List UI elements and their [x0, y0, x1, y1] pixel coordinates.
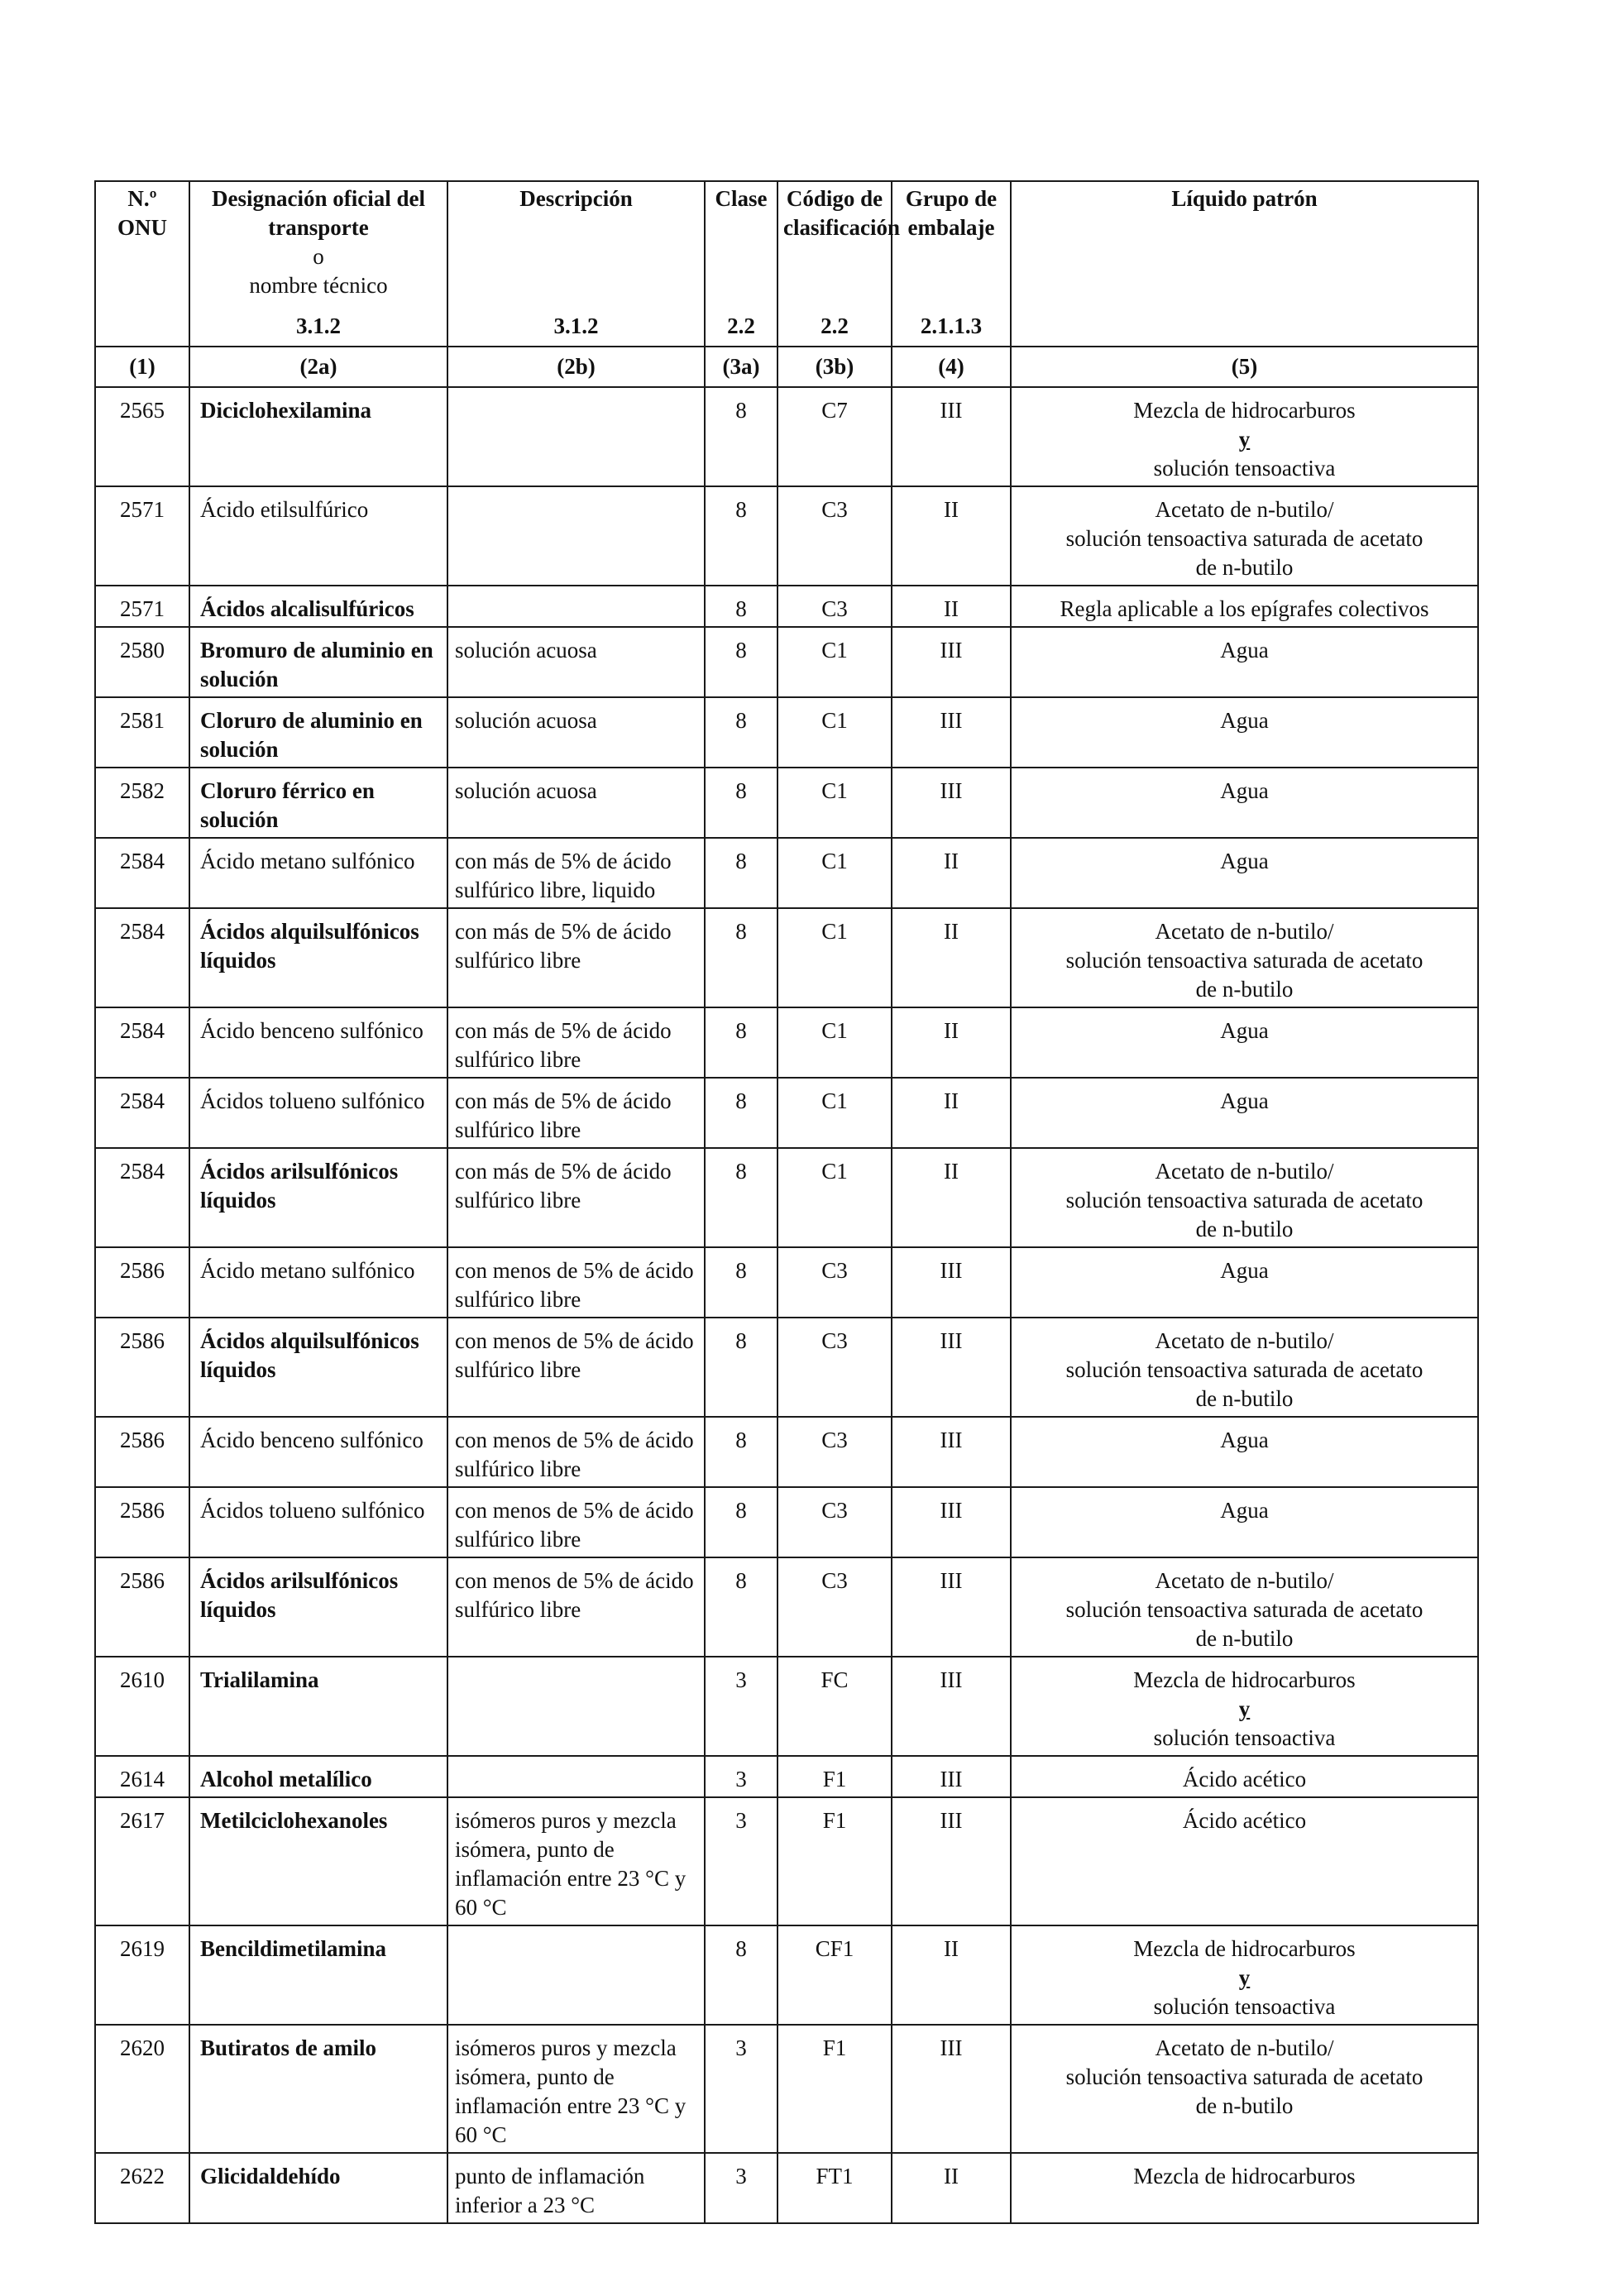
class-cell: 8	[705, 1487, 778, 1557]
table-row	[95, 586, 1478, 627]
description-cell: solución acuosa	[447, 697, 705, 768]
standard-liquid-cell	[1011, 1247, 1478, 1318]
description-cell: con menos de 5% de ácido sulfúrico libre	[447, 1487, 705, 1557]
standard-liquid-cell	[1011, 387, 1478, 486]
classification-code-cell: C3	[778, 1557, 892, 1657]
liquid-line: de n-butilo	[1195, 555, 1294, 580]
designation-cell: Bencildimetilamina	[189, 1925, 447, 2025]
table-row	[95, 838, 1478, 908]
standard-liquid-cell	[1011, 768, 1478, 838]
designation-cell: Trialilamina	[189, 1657, 447, 1756]
table-row	[95, 1417, 1478, 1487]
packing-group-cell: II	[892, 2153, 1011, 2223]
un-number-cell: 2580	[95, 627, 189, 697]
designation-cell: Metilciclohexanoles	[189, 1797, 447, 1925]
standard-liquid-cell	[1011, 2153, 1478, 2223]
packing-group-cell: III	[892, 2025, 1011, 2153]
un-number-cell: 2614	[95, 1756, 189, 1797]
designation-cell: Cloruro de aluminio en solución	[189, 697, 447, 768]
liquid-line: Mezcla de hidrocarburos	[1133, 2164, 1356, 2188]
designation-cell: Ácidos tolueno sulfónico	[189, 1078, 447, 1148]
standard-liquid-cell	[1011, 838, 1478, 908]
table-row	[95, 2153, 1478, 2223]
designation-cell: Butiratos de amilo	[189, 2025, 447, 2153]
un-number-cell: 2571	[95, 586, 189, 627]
designation-cell: Ácido benceno sulfónico	[189, 1417, 447, 1487]
description-cell: con menos de 5% de ácido sulfúrico libre	[447, 1318, 705, 1417]
description-cell: con menos de 5% de ácido sulfúrico libre	[447, 1247, 705, 1318]
table-row	[95, 1657, 1478, 1756]
standard-liquid-cell	[1011, 908, 1478, 1007]
liquid-line: solución tensoactiva saturada de acetato	[1065, 1357, 1423, 1382]
liquid-conjunction: y	[1238, 1696, 1251, 1721]
liquid-line: de n-butilo	[1195, 1626, 1294, 1651]
table-row	[95, 1797, 1478, 1925]
classification-code-cell: FC	[778, 1657, 892, 1756]
class-cell: 8	[705, 1007, 778, 1078]
liquid-line: Ácido acético	[1182, 1767, 1307, 1791]
header-grupo-ref: 2.1.1.3	[920, 313, 983, 338]
classification-code-cell: C3	[778, 486, 892, 586]
packing-group-cell: III	[892, 1657, 1011, 1756]
classification-code-cell: FT1	[778, 2153, 892, 2223]
liquid-line: Agua	[1220, 1018, 1269, 1043]
table-row	[95, 486, 1478, 586]
standard-liquid-cell	[1011, 1925, 1478, 2025]
liquid-line: Agua	[1220, 778, 1269, 803]
liquid-line: Acetato de n-butilo/	[1155, 497, 1334, 522]
table-row	[95, 1756, 1478, 1797]
standard-liquid-cell	[1011, 627, 1478, 697]
liquid-line: Agua	[1220, 1088, 1269, 1113]
class-cell: 8	[705, 1148, 778, 1247]
class-cell: 8	[705, 1318, 778, 1417]
standard-liquid-cell	[1011, 1797, 1478, 1925]
classification-code-cell: C3	[778, 586, 892, 627]
designation-cell: Ácido etilsulfúrico	[189, 486, 447, 586]
column-number: (3a)	[705, 347, 778, 387]
table-row	[95, 1487, 1478, 1557]
designation-cell: Ácidos arilsulfónicos líquidos	[189, 1148, 447, 1247]
un-number-cell: 2586	[95, 1318, 189, 1417]
un-number-cell: 2565	[95, 387, 189, 486]
liquid-line: solución tensoactiva	[1153, 456, 1336, 481]
description-cell: isómeros puros y mezcla isómera, punto de inflamación entre 23 °C y 60 °C	[447, 1797, 705, 1925]
description-cell: con más de 5% de ácido sulfúrico libre	[447, 908, 705, 1007]
table-row	[95, 768, 1478, 838]
table-row	[95, 2025, 1478, 2153]
designation-cell: Glicidaldehído	[189, 2153, 447, 2223]
column-number: (3b)	[778, 347, 892, 387]
un-number-cell: 2584	[95, 838, 189, 908]
un-number-cell: 2584	[95, 1007, 189, 1078]
class-cell: 3	[705, 2153, 778, 2223]
packing-group-cell: II	[892, 908, 1011, 1007]
designation-cell: Cloruro férrico en solución	[189, 768, 447, 838]
un-number-cell: 2617	[95, 1797, 189, 1925]
standard-liquid-cell	[1011, 2025, 1478, 2153]
packing-group-cell: III	[892, 1417, 1011, 1487]
designation-cell: Ácidos arilsulfónicos líquidos	[189, 1557, 447, 1657]
liquid-line: Agua	[1220, 849, 1269, 873]
packing-group-cell: II	[892, 838, 1011, 908]
liquid-line: Mezcla de hidrocarburos	[1133, 1936, 1356, 1961]
table-row	[95, 908, 1478, 1007]
standard-liquid-cell	[1011, 1756, 1478, 1797]
un-number-cell: 2582	[95, 768, 189, 838]
liquid-line: Agua	[1220, 1428, 1269, 1452]
description-cell	[447, 486, 705, 586]
table-row	[95, 1247, 1478, 1318]
description-cell	[447, 1925, 705, 2025]
description-cell: con menos de 5% de ácido sulfúrico libre	[447, 1417, 705, 1487]
designation-cell: Ácido benceno sulfónico	[189, 1007, 447, 1078]
designation-cell: Ácido metano sulfónico	[189, 838, 447, 908]
un-number-cell: 2610	[95, 1657, 189, 1756]
liquid-line: solución tensoactiva	[1153, 1994, 1336, 2019]
classification-code-cell: C3	[778, 1417, 892, 1487]
class-cell: 8	[705, 586, 778, 627]
liquid-line: Mezcla de hidrocarburos	[1133, 398, 1356, 423]
un-number-cell: 2584	[95, 1078, 189, 1148]
liquid-line: Mezcla de hidrocarburos	[1133, 1667, 1356, 1692]
designation-cell: Ácido metano sulfónico	[189, 1247, 447, 1318]
liquid-line: Ácido acético	[1182, 1808, 1307, 1833]
packing-group-cell: III	[892, 387, 1011, 486]
packing-group-cell: III	[892, 1487, 1011, 1557]
standard-liquid-cell	[1011, 486, 1478, 586]
header-grupo: Grupo de embalaje 2.1.1.3	[892, 181, 1011, 347]
liquid-conjunction: y	[1238, 1965, 1251, 1990]
standard-liquid-cell	[1011, 1148, 1478, 1247]
liquid-line: de n-butilo	[1195, 1386, 1294, 1411]
standard-liquid-cell	[1011, 1487, 1478, 1557]
packing-group-cell: III	[892, 1756, 1011, 1797]
class-cell: 3	[705, 2025, 778, 2153]
header-liquido: Líquido patrón	[1011, 181, 1478, 347]
class-cell: 8	[705, 627, 778, 697]
table-row	[95, 1318, 1478, 1417]
header-codigo: Código de clasificación 2.2	[778, 181, 892, 347]
description-cell	[447, 1657, 705, 1756]
header-onu: N.º ONU	[95, 181, 189, 347]
packing-group-cell: III	[892, 1318, 1011, 1417]
table-row	[95, 1007, 1478, 1078]
description-cell: con menos de 5% de ácido sulfúrico libre	[447, 1557, 705, 1657]
un-number-cell: 2584	[95, 908, 189, 1007]
class-cell: 8	[705, 768, 778, 838]
header-clase-ref: 2.2	[727, 313, 755, 338]
classification-code-cell: F1	[778, 1756, 892, 1797]
packing-group-cell: II	[892, 1007, 1011, 1078]
table-row	[95, 1557, 1478, 1657]
substances-table	[94, 180, 1479, 2224]
un-number-cell: 2622	[95, 2153, 189, 2223]
column-number: (2a)	[189, 347, 447, 387]
liquid-line: Acetato de n-butilo/	[1155, 1568, 1334, 1593]
class-cell: 8	[705, 387, 778, 486]
classification-code-cell: CF1	[778, 1925, 892, 2025]
table-row	[95, 387, 1478, 486]
table-row	[95, 1925, 1478, 2025]
classification-code-cell: C1	[778, 1007, 892, 1078]
packing-group-cell: III	[892, 697, 1011, 768]
classification-code-cell: C3	[778, 1487, 892, 1557]
liquid-conjunction: y	[1238, 427, 1251, 452]
classification-code-cell: C1	[778, 1148, 892, 1247]
liquid-line: Agua	[1220, 1498, 1269, 1523]
column-number-row	[95, 347, 1478, 387]
liquid-line: Acetato de n-butilo/	[1155, 2035, 1334, 2060]
table-row	[95, 697, 1478, 768]
standard-liquid-cell	[1011, 1657, 1478, 1756]
table-body	[95, 387, 1478, 2223]
packing-group-cell: III	[892, 627, 1011, 697]
classification-code-cell: F1	[778, 2025, 892, 2153]
packing-group-cell: II	[892, 486, 1011, 586]
packing-group-cell: II	[892, 586, 1011, 627]
packing-group-cell: III	[892, 1797, 1011, 1925]
header-codigo-ref: 2.2	[821, 313, 849, 338]
class-cell: 8	[705, 1557, 778, 1657]
standard-liquid-cell	[1011, 1007, 1478, 1078]
standard-liquid-cell	[1011, 1417, 1478, 1487]
class-cell: 8	[705, 838, 778, 908]
standard-liquid-cell	[1011, 1318, 1478, 1417]
table-row	[95, 1078, 1478, 1148]
class-cell: 8	[705, 1078, 778, 1148]
un-number-cell: 2620	[95, 2025, 189, 2153]
liquid-line: Acetato de n-butilo/	[1155, 919, 1334, 944]
classification-code-cell: F1	[778, 1797, 892, 1925]
packing-group-cell: III	[892, 1557, 1011, 1657]
class-cell: 8	[705, 486, 778, 586]
class-cell: 8	[705, 1247, 778, 1318]
un-number-cell: 2581	[95, 697, 189, 768]
designation-cell: Ácidos alquilsulfónicos líquidos	[189, 908, 447, 1007]
classification-code-cell: C3	[778, 1247, 892, 1318]
un-number-cell: 2586	[95, 1417, 189, 1487]
column-number: (5)	[1011, 347, 1478, 387]
header-clase: Clase 2.2	[705, 181, 778, 347]
description-cell: con más de 5% de ácido sulfúrico libre	[447, 1148, 705, 1247]
description-cell: punto de inflamación inferior a 23 °C	[447, 2153, 705, 2223]
designation-cell: Ácidos alquilsulfónicos líquidos	[189, 1318, 447, 1417]
class-cell: 3	[705, 1657, 778, 1756]
classification-code-cell: C3	[778, 1318, 892, 1417]
description-cell: con más de 5% de ácido sulfúrico libre, liquido	[447, 838, 705, 908]
standard-liquid-cell	[1011, 1078, 1478, 1148]
classification-code-cell: C1	[778, 908, 892, 1007]
liquid-line: Acetato de n-butilo/	[1155, 1328, 1334, 1353]
classification-code-cell: C7	[778, 387, 892, 486]
un-number-cell: 2586	[95, 1557, 189, 1657]
standard-liquid-cell	[1011, 697, 1478, 768]
description-cell	[447, 586, 705, 627]
un-number-cell: 2619	[95, 1925, 189, 2025]
header-desc-ref: 3.1.2	[553, 313, 599, 338]
header-desc: Descripción 3.1.2	[447, 181, 705, 347]
description-cell: con más de 5% de ácido sulfúrico libre	[447, 1078, 705, 1148]
description-cell	[447, 1756, 705, 1797]
liquid-line: Agua	[1220, 708, 1269, 733]
table-row	[95, 1148, 1478, 1247]
liquid-line: solución tensoactiva saturada de acetato	[1065, 948, 1423, 973]
un-number-cell: 2584	[95, 1148, 189, 1247]
class-cell: 3	[705, 1756, 778, 1797]
description-cell: solución acuosa	[447, 768, 705, 838]
un-number-cell: 2586	[95, 1487, 189, 1557]
header-name-ref: 3.1.2	[296, 313, 341, 338]
liquid-line: Acetato de n-butilo/	[1155, 1159, 1334, 1184]
classification-code-cell: C1	[778, 697, 892, 768]
un-number-cell: 2571	[95, 486, 189, 586]
designation-cell: Alcohol metalílico	[189, 1756, 447, 1797]
liquid-line: Agua	[1220, 638, 1269, 662]
liquid-line: solución tensoactiva saturada de acetato	[1065, 526, 1423, 551]
liquid-line: solución tensoactiva saturada de acetato	[1065, 1188, 1423, 1213]
designation-cell: Ácidos tolueno sulfónico	[189, 1487, 447, 1557]
class-cell: 8	[705, 1417, 778, 1487]
description-cell: con más de 5% de ácido sulfúrico libre	[447, 1007, 705, 1078]
standard-liquid-cell	[1011, 586, 1478, 627]
liquid-line: solución tensoactiva	[1153, 1725, 1336, 1750]
class-cell: 8	[705, 697, 778, 768]
header-name: Designación oficial del transporte o nombre técnico 3.1.2	[189, 181, 447, 347]
standard-liquid-cell	[1011, 1557, 1478, 1657]
classification-code-cell: C1	[778, 768, 892, 838]
designation-cell: Bromuro de aluminio en solución	[189, 627, 447, 697]
liquid-line: de n-butilo	[1195, 1217, 1294, 1241]
liquid-line: Agua	[1220, 1258, 1269, 1283]
table-row	[95, 627, 1478, 697]
class-cell: 8	[705, 908, 778, 1007]
column-number: (4)	[892, 347, 1011, 387]
description-cell: solución acuosa	[447, 627, 705, 697]
liquid-line: de n-butilo	[1195, 2093, 1294, 2118]
classification-code-cell: C1	[778, 627, 892, 697]
packing-group-cell: II	[892, 1148, 1011, 1247]
un-number-cell: 2586	[95, 1247, 189, 1318]
designation-cell: Ácidos alcalisulfúricos	[189, 586, 447, 627]
packing-group-cell: II	[892, 1925, 1011, 2025]
packing-group-cell: III	[892, 1247, 1011, 1318]
class-cell: 3	[705, 1797, 778, 1925]
liquid-line: solución tensoactiva saturada de acetato	[1065, 1597, 1423, 1622]
packing-group-cell: III	[892, 768, 1011, 838]
liquid-line: de n-butilo	[1195, 977, 1294, 1002]
column-number: (2b)	[447, 347, 705, 387]
classification-code-cell: C1	[778, 1078, 892, 1148]
designation-cell: Diciclohexilamina	[189, 387, 447, 486]
liquid-line: solución tensoactiva saturada de acetato	[1065, 2064, 1423, 2089]
header-row	[95, 181, 1478, 347]
class-cell: 8	[705, 1925, 778, 2025]
packing-group-cell: II	[892, 1078, 1011, 1148]
classification-code-cell: C1	[778, 838, 892, 908]
liquid-line: Regla aplicable a los epígrafes colectivos	[1060, 596, 1429, 621]
description-cell: isómeros puros y mezcla isómera, punto de inflamación entre 23 °C y 60 °C	[447, 2025, 705, 2153]
column-number: (1)	[95, 347, 189, 387]
description-cell	[447, 387, 705, 486]
